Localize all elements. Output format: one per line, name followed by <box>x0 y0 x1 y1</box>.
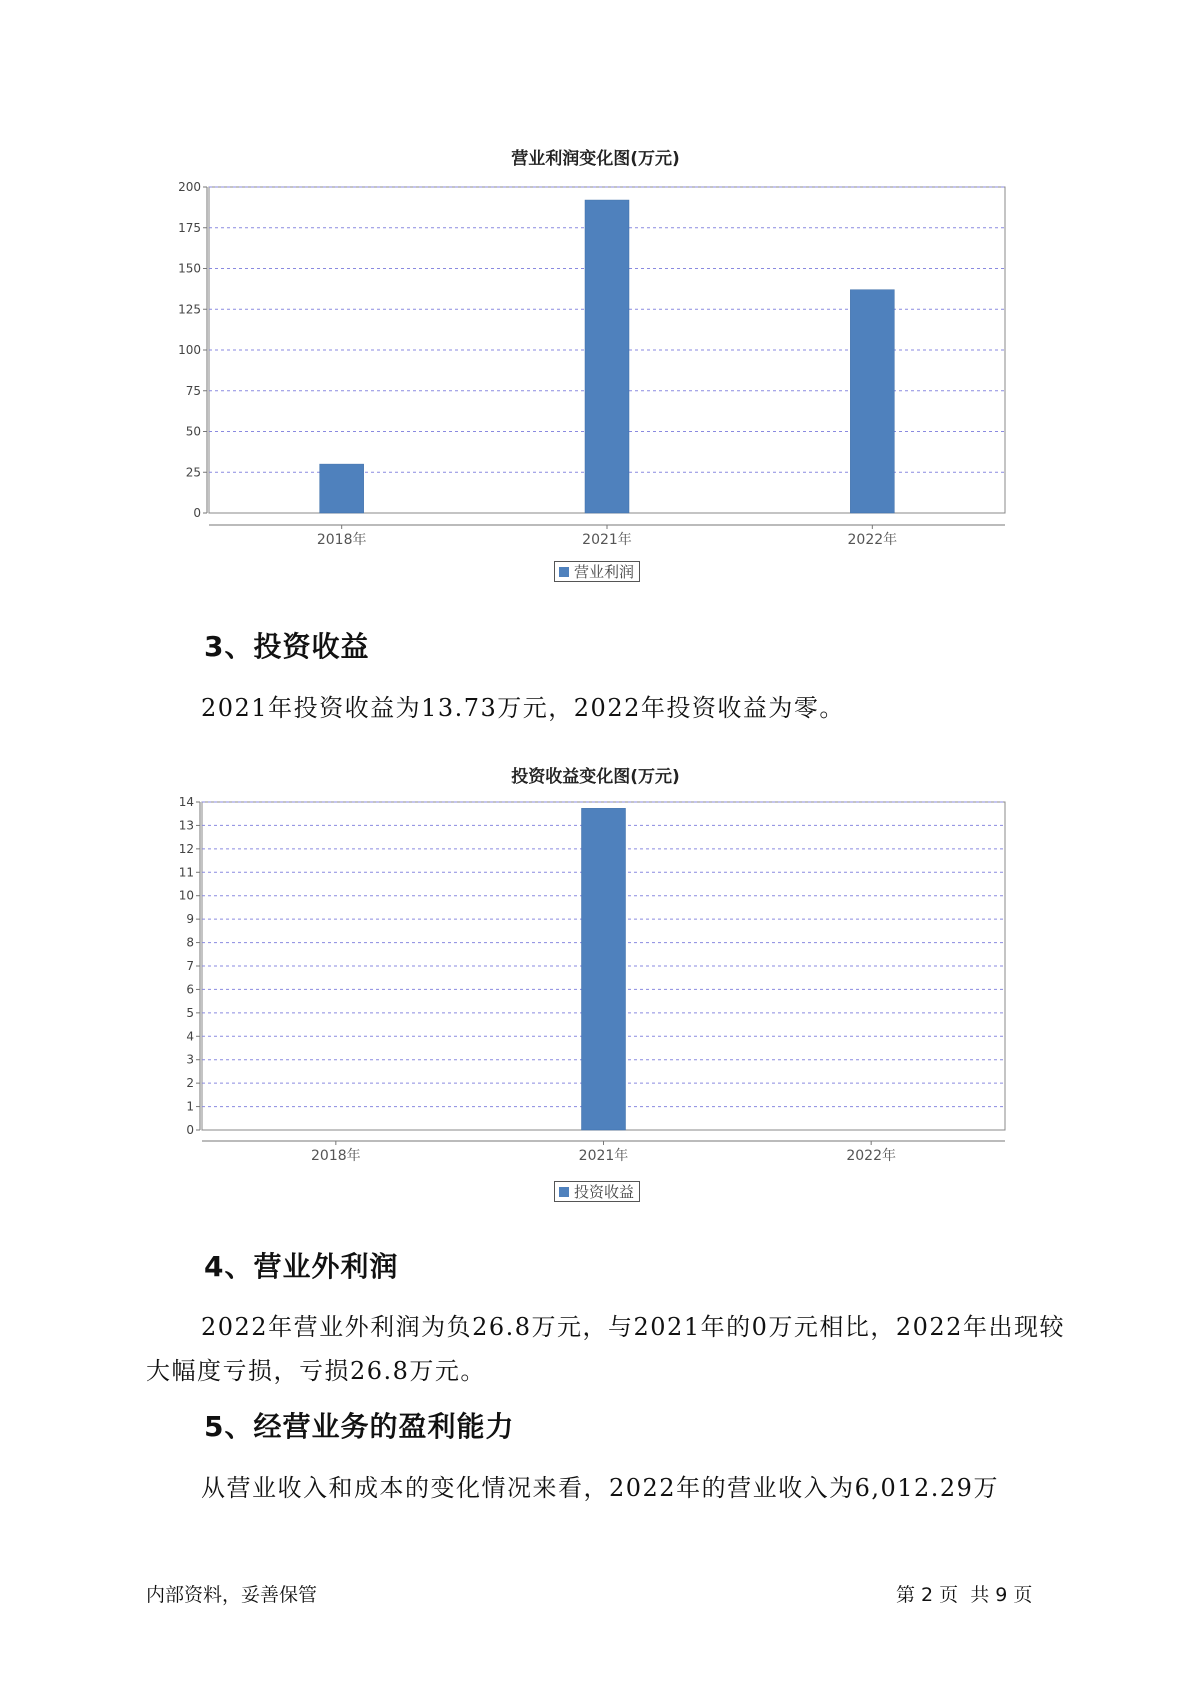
y-tick-label: 8 <box>186 935 194 950</box>
y-tick-label: 0 <box>186 1123 194 1137</box>
x-tick-label: 2018年 <box>311 1148 361 1164</box>
x-tick-label: 2021年 <box>582 532 632 548</box>
legend-swatch-icon <box>559 567 569 577</box>
y-tick-label: 7 <box>186 959 194 973</box>
y-tick-label: 50 <box>185 424 201 439</box>
y-tick-label: 3 <box>186 1052 194 1067</box>
y-tick-label: 200 <box>178 180 201 194</box>
y-tick-label: 125 <box>178 302 201 317</box>
y-tick-label: 11 <box>178 865 194 880</box>
legend-swatch-icon <box>559 1187 569 1197</box>
y-tick-label: 6 <box>186 982 194 997</box>
x-tick-label: 2021年 <box>578 1148 629 1164</box>
section5-heading: 5、经营业务的盈利能力 <box>204 1410 515 1443</box>
bar-2021年 <box>582 808 626 1130</box>
y-tick-label: 100 <box>178 343 201 357</box>
chart2-legend-label: 投资收益 <box>574 1183 635 1201</box>
chart1-legend-label: 营业利润 <box>574 563 635 581</box>
investment-income-chart <box>0 780 1191 1180</box>
bar-2021年 <box>585 200 629 513</box>
y-tick-label: 12 <box>178 841 194 856</box>
footer-confidential: 内部资料，妥善保管 <box>146 1584 318 1606</box>
y-tick-label: 5 <box>186 1005 194 1020</box>
y-tick-label: 150 <box>178 261 201 276</box>
x-tick-label: 2022年 <box>847 532 898 548</box>
y-tick-label: 75 <box>185 383 201 398</box>
chart1-legend <box>554 561 640 582</box>
section4-heading: 4、营业外利润 <box>204 1250 399 1283</box>
y-tick-label: 13 <box>178 818 194 833</box>
y-tick-label: 4 <box>186 1029 194 1044</box>
section5-paragraph: 从营业收入和成本的变化情况来看，2022年的营业收入为6,012.29万 <box>201 1474 999 1502</box>
operating-profit-chart <box>0 160 1191 548</box>
bar-2018年 <box>320 464 364 513</box>
x-tick-label: 2018年 <box>316 532 367 548</box>
y-tick-label: 175 <box>178 220 201 235</box>
y-tick-label: 9 <box>186 912 194 927</box>
footer-page-number: 第 2 页 共 9 页 <box>896 1584 1033 1606</box>
y-tick-label: 1 <box>186 1099 194 1114</box>
chart1-title: 营业利润变化图(万元) <box>511 149 680 169</box>
y-tick-label: 2 <box>186 1076 194 1091</box>
section4-paragraph: 2022年营业外利润为负26.8万元，与2021年的0万元相比，2022年出现较大幅度亏损，亏损26.8万元。 <box>146 1313 1065 1385</box>
chart2-title: 投资收益变化图(万元) <box>511 767 680 787</box>
y-tick-label: 0 <box>193 506 201 520</box>
y-tick-label: 14 <box>178 795 194 809</box>
x-tick-label: 2022年 <box>846 1148 896 1164</box>
bar-2022年 <box>850 290 894 513</box>
section3-paragraph: 2021年投资收益为13.73万元，2022年投资收益为零。 <box>201 694 845 722</box>
y-tick-label: 10 <box>178 888 194 903</box>
section3-heading: 3、投资收益 <box>204 630 370 663</box>
y-tick-label: 25 <box>185 465 201 480</box>
chart2-legend <box>554 1181 640 1202</box>
